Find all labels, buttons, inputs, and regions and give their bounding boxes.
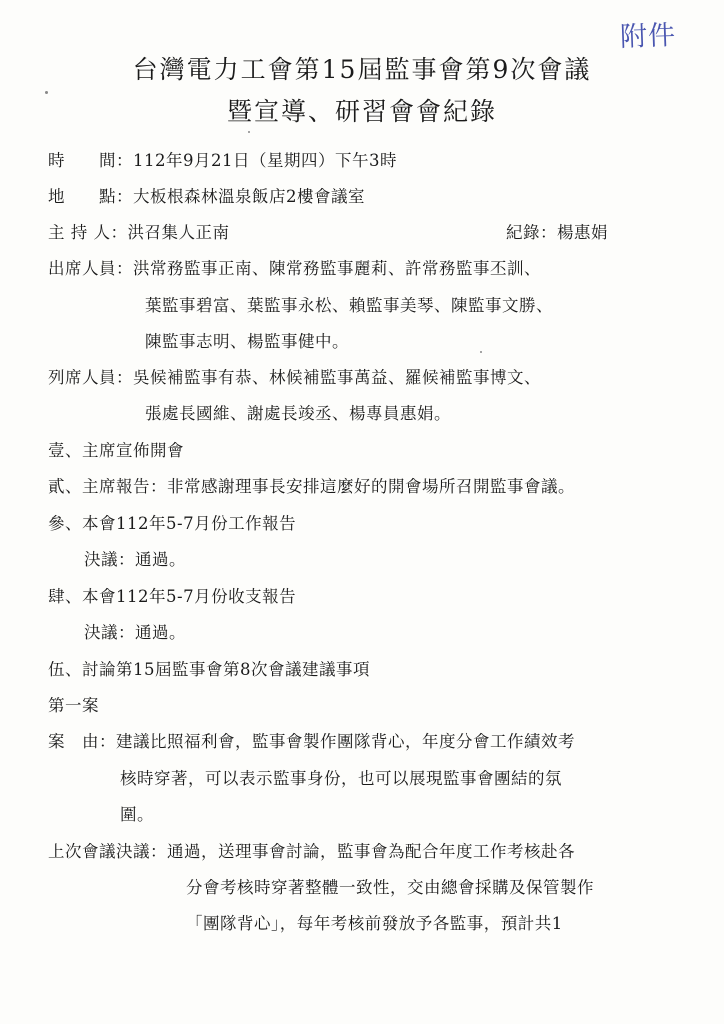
observers-line-2: 張處長國維、謝處長竣丞、楊專員惠娟。 <box>145 404 451 423</box>
agenda-item-4: 肆、本會112年5-7月份收支報告 <box>48 587 297 606</box>
prev-resolution-line-2: 分會考核時穿著整體一致性，交由總會採購及保管製作 <box>186 878 594 897</box>
scan-speck <box>248 131 250 133</box>
case-1-reason-line-1 <box>48 728 575 752</box>
scan-speck <box>45 91 48 94</box>
case-1-reason-line-2: 核時穿著，可以表示監事身份，也可以展現監事會團結的氛 <box>120 769 562 788</box>
time-value: 112年9月21日（星期四）下午3時 <box>133 151 397 170</box>
agenda-item-2: 貳、主席報告：非常感謝理事長安排這麼好的開會場所召開監事會議。 <box>48 477 575 496</box>
host-label: 主 持 人： <box>48 223 128 242</box>
title-line-2: 暨宣導、研習會會紀錄 <box>226 97 497 126</box>
time-label: 時 間： <box>48 151 133 170</box>
observers-names-1: 吳候補監事有恭、林候補監事萬益、羅候補監事博文、 <box>133 368 541 387</box>
case-1-reason-line-3: 圍。 <box>120 805 154 824</box>
attendees-line-3: 陳監事志明、楊監事健中。 <box>145 332 349 351</box>
case-reason-text-1: 建議比照福利會，監事會製作團隊背心，年度分會工作績效考 <box>116 732 575 751</box>
place-label: 地 點： <box>48 187 133 206</box>
item-3-resolution: 決議：通過。 <box>84 550 186 569</box>
meeting-host <box>48 219 688 243</box>
case-reason-label: 案 由： <box>48 732 116 751</box>
attachment-stamp: 附件 <box>619 20 677 53</box>
case-1-heading: 第一案 <box>48 696 99 715</box>
agenda-item-1: 壹、主席宣佈開會 <box>48 441 184 460</box>
prev-resolution-label: 上次會議決議： <box>48 842 167 861</box>
recorder: 紀錄：楊惠娟 <box>506 223 608 242</box>
title-line-1: 台灣電力工會第15屆監事會第9次會議 <box>132 55 592 84</box>
meeting-time <box>48 147 397 171</box>
place-value: 大板根森林溫泉飯店2樓會議室 <box>133 187 365 206</box>
host-value: 洪召集人正南 <box>127 223 230 242</box>
attendees-line-1 <box>48 255 541 279</box>
observers-line-1 <box>48 364 541 388</box>
agenda-item-3: 參、本會112年5-7月份工作報告 <box>48 514 297 533</box>
item-4-resolution: 決議：通過。 <box>84 623 186 642</box>
scan-speck <box>480 351 482 353</box>
attendees-label: 出席人員： <box>48 259 133 278</box>
attendees-names-1: 洪常務監事正南、陳常務監事麗莉、許常務監事丕訓、 <box>133 259 541 278</box>
attendees-line-2: 葉監事碧富、葉監事永松、賴監事美琴、陳監事文勝、 <box>145 296 553 315</box>
meeting-place <box>48 183 365 207</box>
prev-resolution-line-3: 「團隊背心」，每年考核前發放予各監事，預計共1 <box>186 914 563 933</box>
observers-label: 列席人員： <box>48 368 133 387</box>
agenda-item-5: 伍、討論第15屆監事會第8次會議建議事項 <box>48 660 370 679</box>
prev-resolution-text-1: 通過，送理事會討論，監事會為配合年度工作考核赴各 <box>167 842 575 861</box>
prev-resolution-line-1 <box>48 838 575 862</box>
